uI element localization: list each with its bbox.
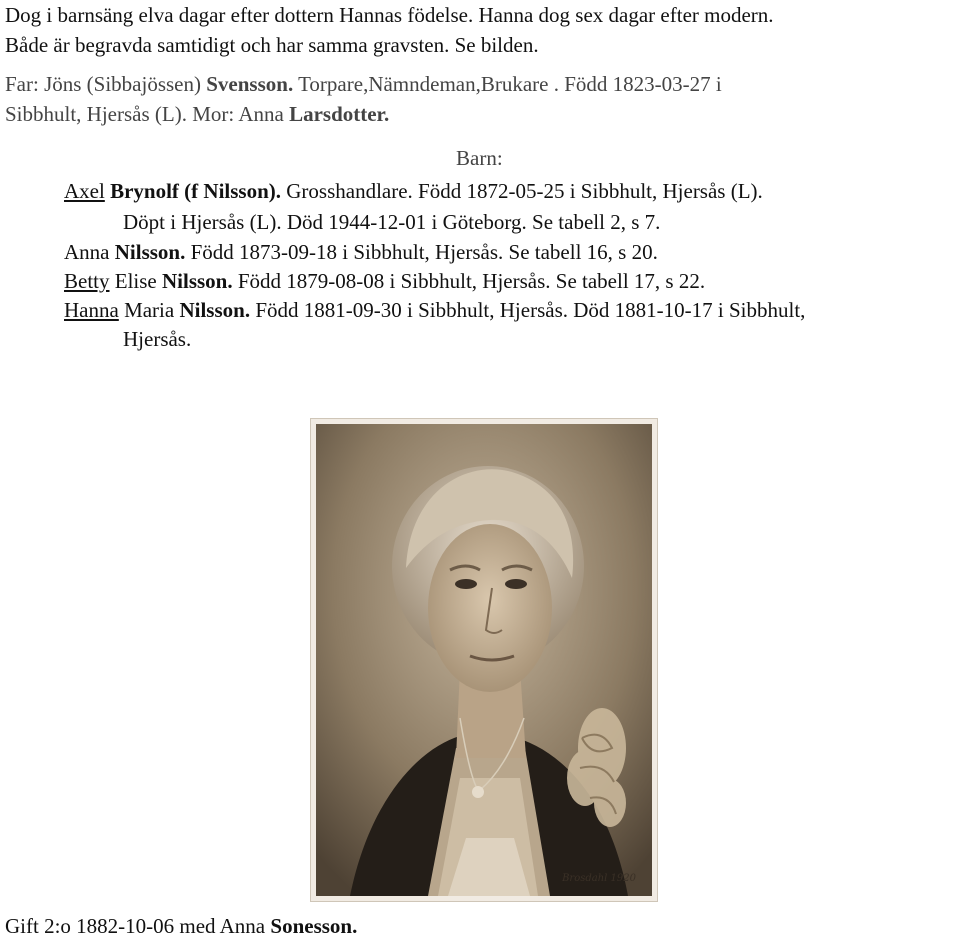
- portrait-photo: [310, 418, 658, 902]
- child-anna: [64, 239, 658, 265]
- child-middle-name: Elise: [109, 269, 162, 293]
- marriage-line: [5, 913, 357, 939]
- child-details: Grosshandlare. Född 1872-05-25 i Sibbhult, Hjersås (L).: [281, 179, 763, 203]
- portrait-image: [310, 418, 658, 902]
- child-surname: Brynolf (f Nilsson).: [104, 179, 282, 203]
- father-place-line: [5, 101, 389, 127]
- father-occupation: Torpare,Nämndeman,Brukare . Född 1823-03-27 i: [293, 72, 722, 96]
- photo-signature: Brosdahl 1920: [562, 873, 636, 884]
- child-details: Född 1879-08-08 i Sibbhult, Hjersås. Se tabell 17, s 22.: [232, 269, 706, 293]
- father-place: Sibbhult, Hjersås (L). Mor: Anna: [5, 102, 290, 126]
- child-details: Född 1873-09-18 i Sibbhult, Hjersås. Se tabell 16, s 20.: [185, 240, 658, 264]
- child-hanna: [64, 297, 805, 323]
- child-axel: [64, 178, 763, 204]
- marriage-surname: Sonesson.: [270, 914, 358, 938]
- child-first-name: Anna: [64, 240, 110, 264]
- child-first-name[interactable]: Betty: [64, 269, 110, 293]
- father-line: [5, 71, 722, 97]
- child-hanna-cont: Hjersås.: [123, 327, 192, 351]
- child-betty: [64, 268, 705, 294]
- child-surname: Nilsson.: [179, 298, 251, 322]
- intro-line-2: Både är begravda samtidigt och har samma gravsten. Se bilden.: [5, 33, 539, 57]
- child-axel-cont: Döpt i Hjersås (L). Död 1944-12-01 i Göteborg. Se tabell 2, s 7.: [123, 210, 661, 234]
- child-first-name[interactable]: Hanna: [64, 298, 119, 322]
- intro-line-1: Dog i barnsäng elva dagar efter dottern Hannas födelse. Hanna dog sex dagar efter modern.: [5, 3, 774, 27]
- child-surname: Nilsson.: [162, 269, 233, 293]
- child-first-name[interactable]: Axel: [64, 179, 105, 203]
- father-prefix: Far: Jöns (Sibbajössen): [5, 72, 207, 96]
- mother-surname: Larsdotter.: [289, 102, 390, 126]
- children-heading: Barn:: [456, 146, 503, 170]
- child-surname: Nilsson.: [109, 240, 186, 264]
- marriage-text: Gift 2:o 1882-10-06 med Anna: [5, 914, 271, 938]
- child-details: Född 1881-09-30 i Sibbhult, Hjersås. Död 1881-10-17 i Sibbhult,: [250, 298, 806, 322]
- father-surname: Svensson.: [206, 72, 294, 96]
- child-middle-name: Maria: [118, 298, 180, 322]
